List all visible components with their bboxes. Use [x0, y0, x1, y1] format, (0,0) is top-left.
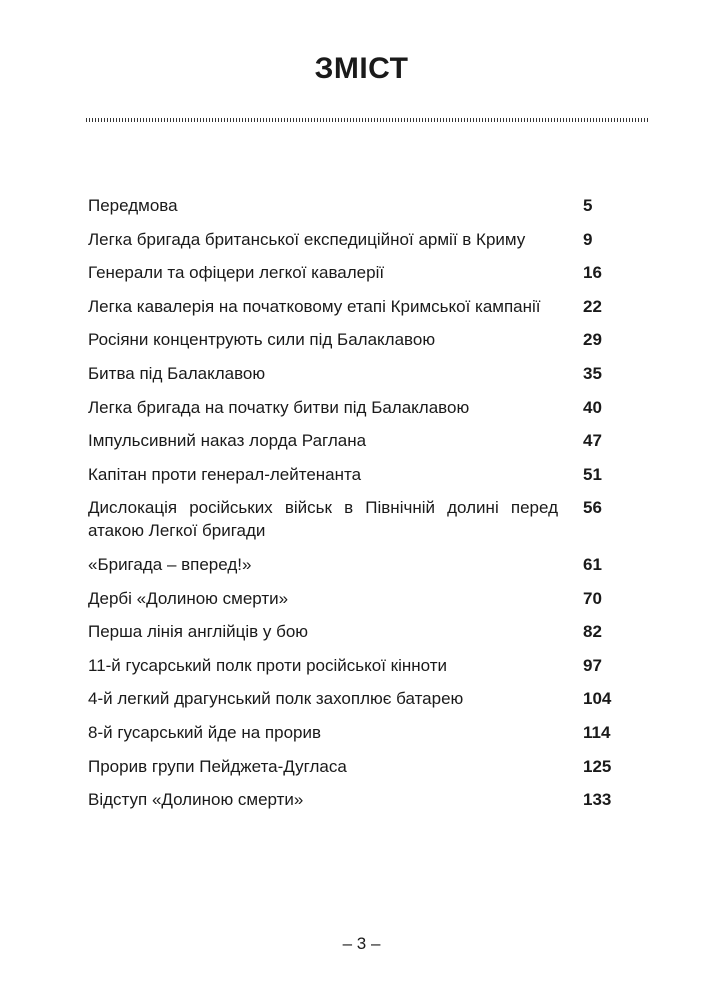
toc-entry — [88, 261, 638, 284]
page-title: ЗМІСТ — [314, 52, 409, 85]
toc-entry-title: Імпульсивний наказ лорда Раглана — [88, 431, 367, 451]
toc-entry — [88, 788, 638, 811]
toc-entry-title: Росіяни концентрують сили під Балаклавою — [88, 330, 436, 350]
toc-entry-title: 4-й легкий драгунський полк захоплює батарею — [88, 689, 464, 709]
table-of-contents — [88, 194, 638, 822]
toc-entry — [88, 755, 638, 778]
toc-entry-page: 51 — [583, 464, 602, 484]
page-number: – 3 – — [342, 934, 381, 953]
toc-entry-title: Дислокація російських військ в Північній долині перед атакою Легкої бригади — [88, 498, 558, 541]
toc-entry-page: 56 — [583, 498, 602, 518]
toc-entry-title: Легка кавалерія на початковому етапі Кримської кампанії — [88, 296, 541, 316]
toc-entry-page: 35 — [583, 363, 602, 383]
toc-entry-page: 114 — [583, 722, 611, 742]
toc-entry-page: 133 — [583, 790, 612, 810]
toc-entry — [88, 654, 638, 677]
toc-entry — [88, 587, 638, 610]
toc-entry-page: 125 — [583, 756, 612, 776]
toc-entry-page: 29 — [583, 330, 602, 350]
toc-entry — [88, 429, 638, 452]
toc-entry-page: 40 — [583, 397, 602, 417]
toc-entry — [88, 721, 638, 744]
toc-entry — [88, 687, 638, 710]
dotted-divider — [86, 118, 648, 122]
toc-entry-page: 61 — [583, 554, 602, 574]
toc-entry-page: 16 — [583, 263, 602, 283]
toc-entry-title: Дербі «Долиною смерти» — [88, 588, 289, 608]
toc-entry — [88, 362, 638, 385]
toc-entry — [88, 553, 638, 576]
toc-entry-title: 8-й гусарський йде на прорив — [88, 722, 322, 742]
toc-entry-page: 47 — [583, 431, 602, 451]
toc-entry-page: 5 — [583, 196, 593, 215]
toc-entry-page: 104 — [583, 689, 612, 709]
toc-entry-title: Генерали та офіцери легкої кавалерії — [88, 263, 385, 283]
toc-entry-title: «Бригада – вперед!» — [88, 554, 252, 574]
toc-entry-title: Передмова — [88, 196, 178, 215]
toc-entry-page: 82 — [583, 622, 602, 642]
toc-entry-page: 70 — [583, 588, 602, 608]
toc-entry — [88, 463, 638, 486]
toc-entry — [88, 194, 638, 217]
toc-entry — [88, 396, 638, 419]
toc-entry — [88, 620, 638, 643]
toc-entry-title: 11-й гусарський полк проти російської кінноти — [88, 655, 447, 675]
toc-entry-title: Легка бригада британської експедиційної армії в Криму — [88, 229, 526, 249]
toc-entry-title: Легка бригада на початку битви під Балаклавою — [88, 397, 470, 417]
toc-entry — [88, 496, 638, 542]
toc-entry-title: Перша лінія англійців у бою — [88, 622, 309, 642]
toc-entry-title: Битва під Балаклавою — [88, 363, 266, 383]
toc-entry-page: 97 — [583, 655, 602, 675]
toc-entry — [88, 228, 638, 251]
toc-entry — [88, 295, 638, 318]
toc-entry-title: Капітан проти генерал-лейтенанта — [88, 464, 362, 484]
toc-entry-page: 22 — [583, 296, 602, 316]
toc-entry-page: 9 — [583, 229, 593, 249]
toc-entry-title: Прорив групи Пейджета-Дугласа — [88, 756, 347, 776]
toc-entry — [88, 328, 638, 351]
toc-entry-title: Відступ «Долиною смерти» — [88, 790, 304, 810]
